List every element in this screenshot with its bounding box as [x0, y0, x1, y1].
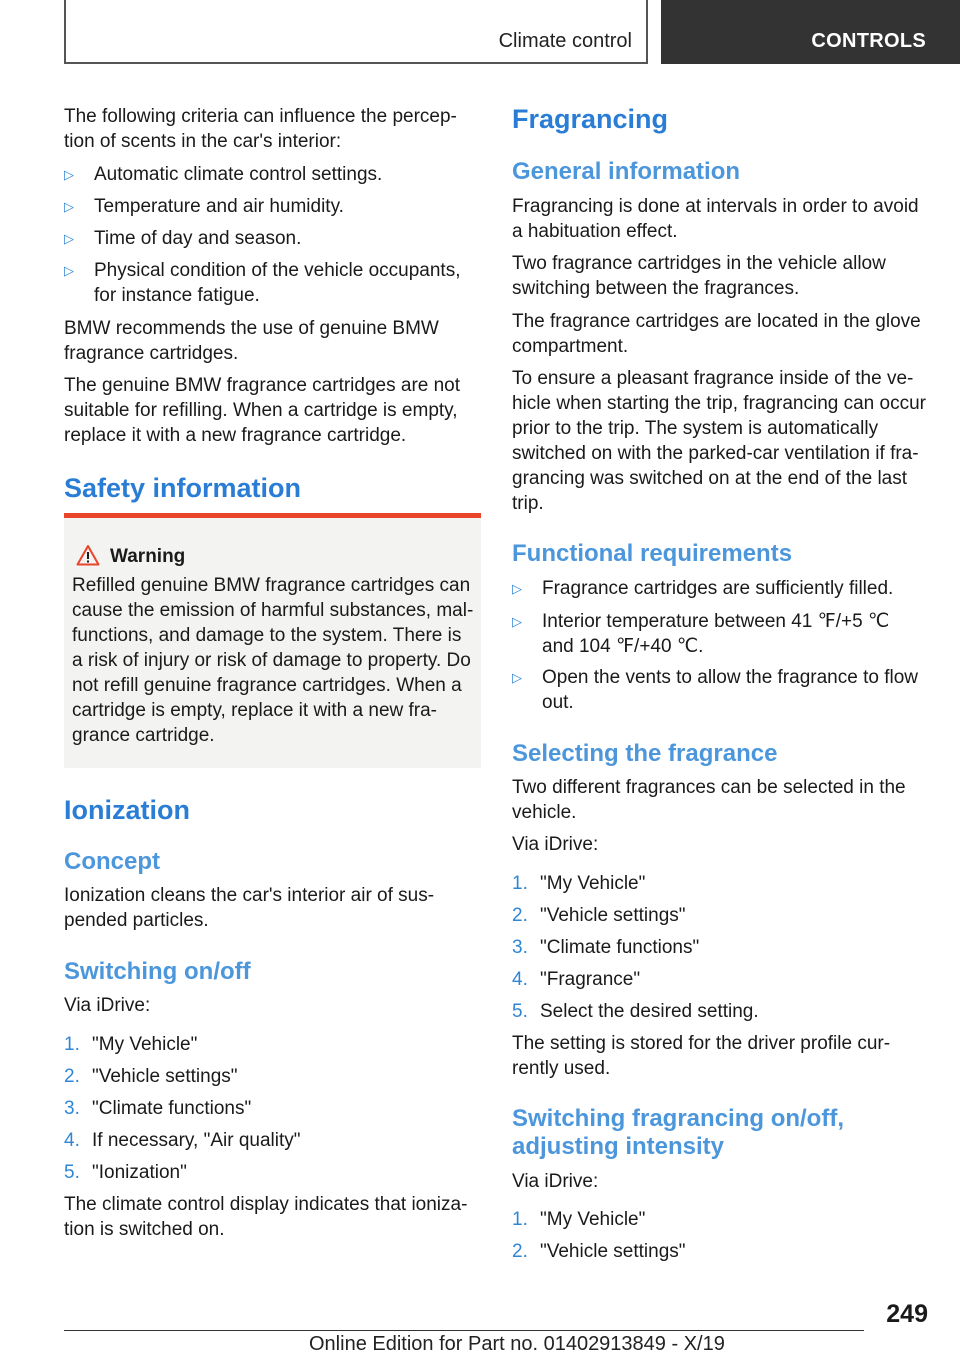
- bullet-marker-icon: ▷: [512, 581, 522, 596]
- paragraph: The setting is stored for the driver profile cur- rently used.: [512, 1033, 891, 1079]
- bullet-item: [64, 194, 481, 219]
- bullet-item: [512, 665, 932, 715]
- step-text: Select the desired setting.: [540, 1001, 759, 1022]
- concept-heading: Concept: [64, 848, 160, 875]
- step-item: [512, 1207, 645, 1232]
- step-item: [512, 903, 686, 928]
- footer-text: Online Edition for Part no. 01402913849 - X/19: [309, 1333, 725, 1355]
- bullet-text: Fragrance cartridges are sufficiently filled.: [542, 578, 894, 599]
- bullet-marker-icon: ▷: [64, 167, 74, 182]
- warning-text: Refilled genuine BMW fragrance cartridges can cause the emission of harmful substances, mal- functions, and damage to the system. There is a risk of injury or risk of damage to property. Do not refill genuine fragrance cartridges. When a cartridge is empty, replace it with a new fra- grance cartridge.: [72, 575, 474, 746]
- step-text: "Vehicle settings": [540, 1241, 686, 1262]
- warning-triangle-icon: [76, 544, 100, 566]
- ionization-heading: Ionization: [64, 795, 190, 825]
- closing-text: The climate control display indicates that ioniza- tion is switched on.: [64, 1194, 468, 1240]
- page-number: 249: [886, 1300, 928, 1328]
- chapter-tab: [661, 0, 960, 64]
- via-idrive-label: Via iDrive:: [512, 1171, 599, 1192]
- step-text: "My Vehicle": [540, 873, 646, 894]
- switching-heading: Switching on/off: [64, 958, 251, 985]
- step-item: [64, 1096, 251, 1121]
- via-idrive-label: Via iDrive:: [512, 834, 599, 855]
- general-info-heading: General information: [512, 158, 741, 185]
- fragrancing-heading: Fragrancing: [512, 104, 669, 134]
- step-item: [512, 871, 645, 896]
- step-text: "Ionization": [92, 1162, 187, 1183]
- intro-text: The following criteria can influence the percep- tion of scents in the car's interior:: [64, 106, 457, 152]
- step-text: "Vehicle settings": [540, 905, 686, 926]
- step-text: If necessary, "Air quality": [92, 1130, 301, 1151]
- footer-divider: [64, 1330, 864, 1331]
- paragraph: To ensure a pleasant fragrance inside of the ve- hicle when starting the trip, fragrancing can occur prior to the trip. The system is automatically switched on with the parked-car ventilation if fra- grancing was switched on at the end of the last trip.: [512, 368, 926, 514]
- step-number: 3.: [64, 1098, 80, 1119]
- step-text: "My Vehicle": [92, 1034, 198, 1055]
- intensity-heading: Switching fragrancing on/off, adjusting intensity: [512, 1105, 844, 1160]
- step-item: [512, 999, 759, 1024]
- paragraph: The genuine BMW fragrance cartridges are not suitable for refilling. When a cartridge is empty, replace it with a new fragrance cartridge.: [64, 375, 461, 446]
- step-number: 1.: [64, 1034, 80, 1055]
- bullet-text: Time of day and season.: [94, 228, 302, 249]
- bullet-text: Interior temperature between 41 ℉/+5 ℃ and 104 ℉/+40 ℃.: [542, 611, 890, 657]
- functional-req-heading: Functional requirements: [512, 540, 793, 567]
- safety-heading: Safety information: [64, 473, 302, 503]
- header-section-box: [64, 0, 648, 64]
- bullet-text: Physical condition of the vehicle occupants, for instance fatigue.: [94, 260, 461, 306]
- bullet-marker-icon: ▷: [64, 199, 74, 214]
- paragraph: Two fragrance cartridges in the vehicle allow switching between the fragrances.: [512, 253, 886, 299]
- step-text: "Fragrance": [540, 969, 641, 990]
- step-number: 4.: [512, 969, 528, 990]
- step-item: [512, 1239, 686, 1264]
- via-idrive-label: Via iDrive:: [64, 995, 151, 1016]
- step-item: [64, 1064, 238, 1089]
- bullet-marker-icon: ▷: [512, 670, 522, 685]
- step-number: 1.: [512, 873, 528, 894]
- bullet-item: [64, 226, 481, 251]
- bullet-text: Open the vents to allow the fragrance to flow out.: [542, 667, 918, 713]
- bullet-item: [64, 162, 481, 187]
- paragraph: Two different fragrances can be selected in the vehicle.: [512, 777, 906, 823]
- bullet-marker-icon: ▷: [64, 263, 74, 278]
- step-number: 1.: [512, 1209, 528, 1230]
- paragraph: Fragrancing is done at intervals in order to avoid a habituation effect.: [512, 196, 919, 242]
- step-text: "Climate functions": [92, 1098, 252, 1119]
- paragraph: BMW recommends the use of genuine BMW fragrance cartridges.: [64, 318, 439, 364]
- step-number: 3.: [512, 937, 528, 958]
- step-item: [64, 1032, 197, 1057]
- chapter-tab-label: CONTROLS: [811, 30, 926, 52]
- step-number: 4.: [64, 1130, 80, 1151]
- step-number: 5.: [512, 1001, 528, 1022]
- concept-text: Ionization cleans the car's interior air of sus- pended particles.: [64, 885, 435, 931]
- step-item: [64, 1128, 301, 1153]
- step-number: 2.: [512, 1241, 528, 1262]
- step-number: 5.: [64, 1162, 80, 1183]
- step-number: 2.: [512, 905, 528, 926]
- warning-title: Warning: [110, 546, 186, 567]
- step-item: [512, 935, 699, 960]
- bullet-marker-icon: ▷: [512, 614, 522, 629]
- bullet-item: [512, 609, 932, 659]
- paragraph: The fragrance cartridges are located in the glove compartment.: [512, 311, 921, 357]
- step-text: "Climate functions": [540, 937, 700, 958]
- step-item: [64, 1160, 187, 1185]
- step-text: "Vehicle settings": [92, 1066, 238, 1087]
- step-text: "My Vehicle": [540, 1209, 646, 1230]
- bullet-text: Temperature and air humidity.: [94, 196, 344, 217]
- section-title: Climate control: [498, 30, 632, 52]
- selecting-heading: Selecting the fragrance: [512, 740, 778, 767]
- step-item: [512, 967, 640, 992]
- bullet-text: Automatic climate control settings.: [94, 164, 383, 185]
- warning-box: [64, 513, 481, 768]
- bullet-item: [512, 576, 932, 601]
- bullet-item: [64, 258, 481, 308]
- step-number: 2.: [64, 1066, 80, 1087]
- bullet-marker-icon: ▷: [64, 231, 74, 246]
